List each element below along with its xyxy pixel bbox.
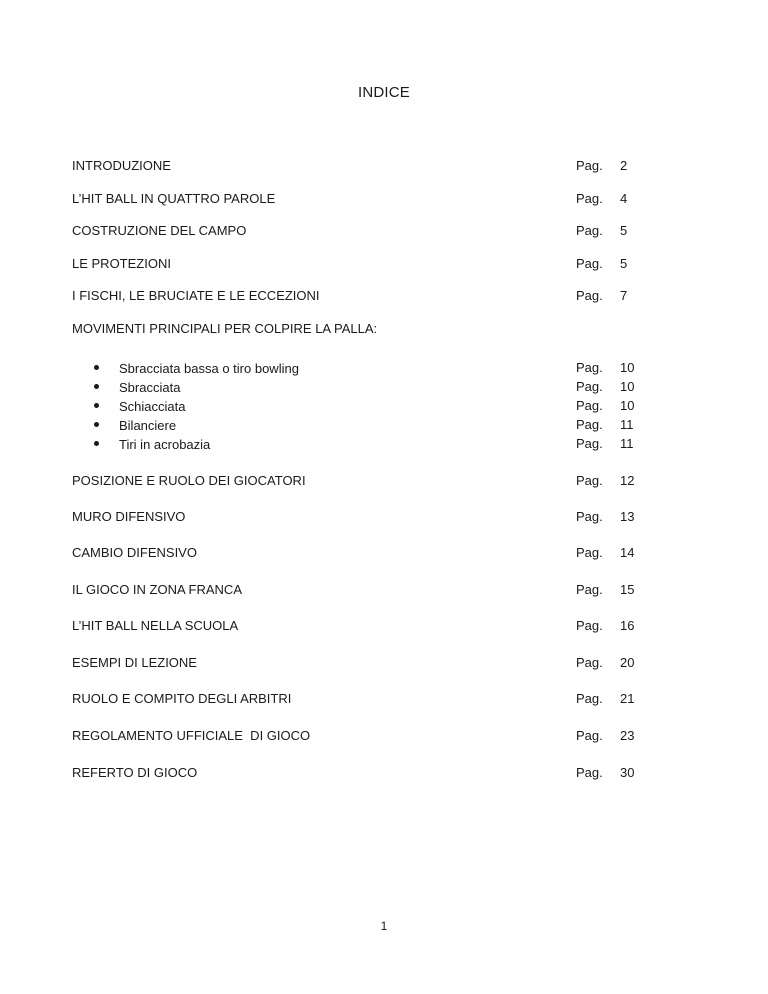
section-heading: MOVIMENTI PRINCIPALI PER COLPIRE LA PALLA: bbox=[72, 321, 378, 336]
toc-page-number: 10 bbox=[620, 379, 635, 394]
document-title: INDICE bbox=[357, 84, 411, 101]
toc-page-number: 16 bbox=[620, 618, 635, 633]
toc-page-prefix: Pag. bbox=[576, 691, 603, 706]
bullet-icon bbox=[93, 397, 101, 405]
bullet-icon bbox=[93, 359, 101, 367]
toc-page-prefix: Pag. bbox=[576, 509, 603, 524]
toc-entry-label: MURO DIFENSIVO bbox=[72, 509, 186, 524]
toc-page-prefix: Pag. bbox=[576, 158, 603, 173]
toc-page-prefix: Pag. bbox=[576, 398, 603, 413]
toc-page-prefix: Pag. bbox=[576, 473, 603, 488]
toc-sub-entry-label: Schiacciata bbox=[119, 399, 186, 414]
toc-page-number: 20 bbox=[620, 655, 635, 670]
toc-page-number: 10 bbox=[620, 360, 635, 375]
toc-entry-label: L’HIT BALL IN QUATTRO PAROLE bbox=[72, 191, 276, 206]
toc-page-number: 15 bbox=[620, 582, 635, 597]
toc-entry-label: IL GIOCO IN ZONA FRANCA bbox=[72, 582, 242, 597]
toc-page-number: 5 bbox=[620, 256, 628, 271]
toc-entry-label: I FISCHI, LE BRUCIATE E LE ECCEZIONI bbox=[72, 288, 320, 303]
toc-page-prefix: Pag. bbox=[576, 288, 603, 303]
toc-page-number: 11 bbox=[620, 417, 634, 432]
toc-entry-label: REGOLAMENTO UFFICIALE DI GIOCO bbox=[72, 728, 311, 743]
toc-entry-label: REFERTO DI GIOCO bbox=[72, 765, 198, 780]
toc-entry-label: LE PROTEZIONI bbox=[72, 256, 171, 271]
toc-entry-label: CAMBIO DIFENSIVO bbox=[72, 545, 197, 560]
toc-page-prefix: Pag. bbox=[576, 618, 603, 633]
toc-sub-entry-label: Tiri in acrobazia bbox=[119, 437, 211, 452]
toc-entry-label: POSIZIONE E RUOLO DEI GIOCATORI bbox=[72, 473, 306, 488]
toc-page-prefix: Pag. bbox=[576, 765, 603, 780]
toc-entry-label: L’HIT BALL NELLA SCUOLA bbox=[72, 618, 239, 633]
toc-page-prefix: Pag. bbox=[576, 360, 603, 375]
toc-page-prefix: Pag. bbox=[576, 582, 603, 597]
toc-page-prefix: Pag. bbox=[576, 379, 603, 394]
toc-page-number: 23 bbox=[620, 728, 635, 743]
toc-page-number: 12 bbox=[620, 473, 635, 488]
toc-page-number: 14 bbox=[620, 545, 635, 560]
toc-sub-entry-label: Sbracciata bbox=[119, 380, 181, 395]
toc-page-number: 21 bbox=[620, 691, 635, 706]
toc-page-prefix: Pag. bbox=[576, 436, 603, 451]
toc-page-number: 30 bbox=[620, 765, 635, 780]
toc-page-prefix: Pag. bbox=[576, 256, 603, 271]
toc-page-number: 4 bbox=[620, 191, 628, 206]
toc-page-prefix: Pag. bbox=[576, 191, 603, 206]
bullet-icon bbox=[93, 435, 101, 443]
toc-page-number: 2 bbox=[620, 158, 628, 173]
toc-page-number: 7 bbox=[620, 288, 628, 303]
toc-entry-label: COSTRUZIONE DEL CAMPO bbox=[72, 223, 247, 238]
toc-entry-label: RUOLO E COMPITO DEGLI ARBITRI bbox=[72, 691, 292, 706]
toc-sub-entry-label: Bilanciere bbox=[119, 418, 177, 433]
page-number-footer: 1 bbox=[380, 919, 388, 933]
toc-page-prefix: Pag. bbox=[576, 223, 603, 238]
toc-page-number: 10 bbox=[620, 398, 635, 413]
toc-page-number: 5 bbox=[620, 223, 628, 238]
toc-page-prefix: Pag. bbox=[576, 545, 603, 560]
bullet-icon bbox=[93, 416, 101, 424]
toc-page-number: 13 bbox=[620, 509, 635, 524]
toc-page-prefix: Pag. bbox=[576, 417, 603, 432]
toc-entry-label: INTRODUZIONE bbox=[72, 158, 171, 173]
toc-sub-entry-label: Sbracciata bassa o tiro bowling bbox=[119, 361, 299, 376]
toc-page-prefix: Pag. bbox=[576, 655, 603, 670]
toc-entry-label: ESEMPI DI LEZIONE bbox=[72, 655, 197, 670]
bullet-icon bbox=[93, 378, 101, 386]
toc-page-number: 11 bbox=[620, 436, 634, 451]
toc-page-prefix: Pag. bbox=[576, 728, 603, 743]
